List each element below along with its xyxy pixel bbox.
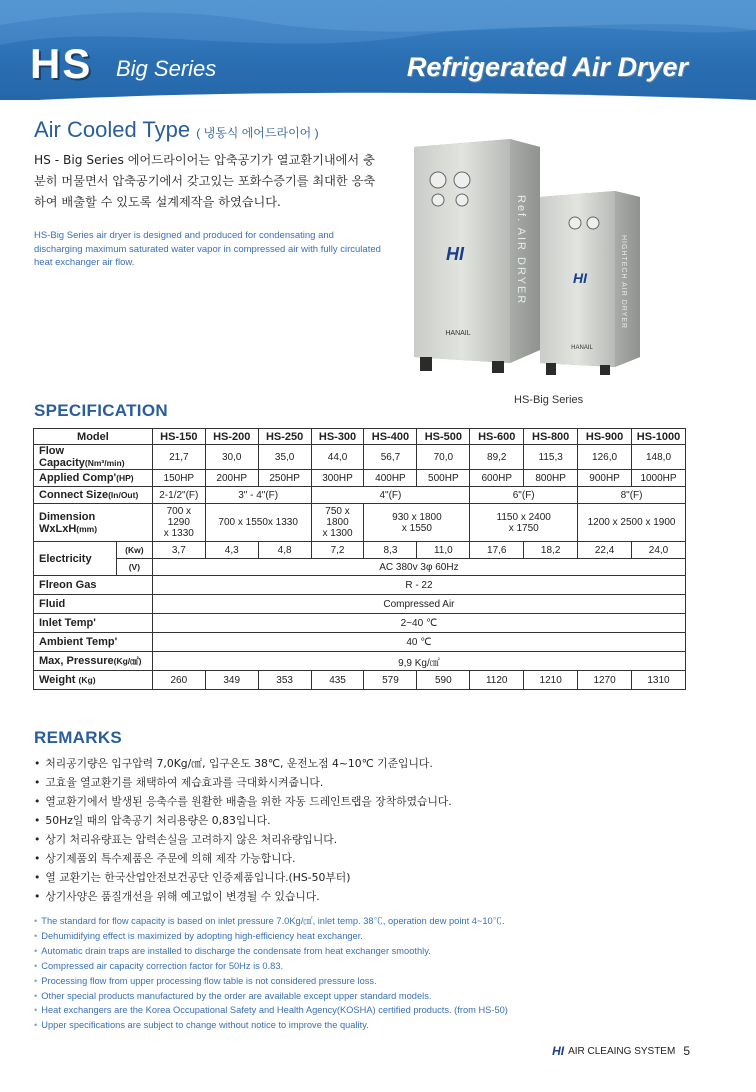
table-cell: 3,7 xyxy=(152,542,205,559)
table-cell: 40 ℃ xyxy=(152,633,685,652)
table-cell: 349 xyxy=(205,671,258,690)
remarks-title: REMARKS xyxy=(34,728,123,747)
model-header: HS-200 xyxy=(205,429,258,445)
table-cell: 1210 xyxy=(524,671,578,690)
series-code: HS xyxy=(30,40,93,87)
table-cell: 600HP xyxy=(470,470,524,487)
table-cell: 900HP xyxy=(578,470,632,487)
row-label: Max, Pressure(Kg/㎠) xyxy=(34,652,153,671)
row-label: Connect Size(In/Out) xyxy=(34,487,153,504)
table-cell: 1120 xyxy=(470,671,524,690)
row-label: Flreon Gas xyxy=(34,576,153,595)
table-row-inlet xyxy=(34,614,686,633)
list-item: • Automatic drain traps are installed to discharge the condensate from heat exchanger smoothly. xyxy=(34,944,724,959)
table-cell: 8"(F) xyxy=(578,487,686,504)
table-cell: 2~40 ℃ xyxy=(152,614,685,633)
table-cell: 1310 xyxy=(632,671,686,690)
list-item: • The standard for flow capacity is based on inlet pressure 7.0Kg/㎠, inlet temp. 38℃, operation dew point 4~10℃. xyxy=(34,914,724,929)
list-item: • Compressed air capacity correction factor for 50Hz is 0.83. xyxy=(34,959,724,974)
table-row-weight xyxy=(34,671,686,690)
intro-title-en: Air Cooled Type xyxy=(34,117,191,142)
series-name: Big Series xyxy=(116,56,217,81)
remarks-list-en xyxy=(34,914,724,1033)
intro-description-en: HS-Big Series air dryer is designed and produced for condensating and discharging maximum saturated water vapor in compressed air with fully circulated heat exchanger air flow. xyxy=(34,230,381,268)
row-label: Dimension WxLxH(mm) xyxy=(34,504,153,542)
table-cell: 126,0 xyxy=(578,445,632,470)
list-item: • Processing flow from upper processing flow table is not considered pressure loss. xyxy=(34,974,724,989)
model-header: HS-900 xyxy=(578,429,632,445)
model-header: HS-800 xyxy=(524,429,578,445)
list-item: • 열교환기에서 발생된 응축수를 원활한 배출을 위한 자동 드레인트랩을 장착하였습니다. xyxy=(34,792,714,811)
product-label-small: HIGHTECH AIR DRYER xyxy=(620,235,627,330)
banner-wave-graphic xyxy=(0,0,756,100)
row-label: Ambient Temp' xyxy=(34,633,153,652)
table-cell: 24,0 xyxy=(632,542,686,559)
row-label: Inlet Temp' xyxy=(34,614,153,633)
model-header: HS-250 xyxy=(258,429,311,445)
row-label: Applied Comp'(HP) xyxy=(34,470,153,487)
intro-title-ko: ( 냉동식 에어드라이어 ) xyxy=(196,126,319,140)
table-cell: R - 22 xyxy=(152,576,685,595)
table-cell: 700 x 1290 x 1330 xyxy=(152,504,205,542)
table-cell: 1000HP xyxy=(632,470,686,487)
intro-title xyxy=(34,117,319,143)
unit-label: (V) xyxy=(116,559,152,576)
model-header: HS-300 xyxy=(311,429,364,445)
table-cell: 1270 xyxy=(578,671,632,690)
table-cell: AC 380v 3φ 60Hz xyxy=(152,559,685,576)
table-cell: Compressed Air xyxy=(152,595,685,614)
specification-title: SPECIFICATION xyxy=(34,401,168,420)
table-cell: 353 xyxy=(258,671,311,690)
table-row-electricity-v xyxy=(34,559,686,576)
table-cell: 56,7 xyxy=(364,445,417,470)
list-item: • 상기제품외 특수제품은 주문에 의해 제작 가능합니다. xyxy=(34,849,714,868)
table-row-ambient xyxy=(34,633,686,652)
table-cell: 6"(F) xyxy=(470,487,578,504)
table-cell: 30,0 xyxy=(205,445,258,470)
table-row-fluid xyxy=(34,595,686,614)
table-cell: 18,2 xyxy=(524,542,578,559)
table-cell: 200HP xyxy=(205,470,258,487)
row-label: Flow Capacity(Nm³/min) xyxy=(34,445,153,470)
model-header: HS-600 xyxy=(470,429,524,445)
model-header: HS-500 xyxy=(417,429,470,445)
row-label: Electricity xyxy=(34,542,117,576)
product-brand-small: HANAIL xyxy=(571,345,593,351)
table-cell: 435 xyxy=(311,671,364,690)
footer-logo: HI xyxy=(552,1044,565,1058)
table-cell: 1150 x 2400 x 1750 xyxy=(470,504,578,542)
product-logo-small: HI xyxy=(573,270,587,286)
table-cell: 150HP xyxy=(152,470,205,487)
footer-text: AIR CLEAING SYSTEM xyxy=(568,1045,676,1057)
table-cell: 700 x 1550x 1330 xyxy=(205,504,311,542)
table-cell: 3" - 4"(F) xyxy=(205,487,311,504)
table-cell: 70,0 xyxy=(417,445,470,470)
row-label: Weight (Kg) xyxy=(34,671,153,690)
table-cell: 4"(F) xyxy=(311,487,470,504)
list-item: • 열 교환기는 한국산업안전보건공단 인증제품입니다.(HS-50부터) xyxy=(34,868,714,887)
list-item: • Other special products manufactured by the order are available except upper standard models. xyxy=(34,989,724,1004)
row-label: Fluid xyxy=(34,595,153,614)
table-row-comp xyxy=(34,470,686,487)
list-item: • 50Hz일 때의 압축공기 처리용량은 0,83입니다. xyxy=(34,811,714,830)
table-cell: 4,3 xyxy=(205,542,258,559)
header-model: Model xyxy=(34,429,153,445)
table-row-dimension xyxy=(34,504,686,542)
list-item: • Heat exchangers are the Korea Occupational Safety and Health Agency(KOSHA) certified products. (from HS-50) xyxy=(34,1003,724,1018)
table-cell: 2-1/2"(F) xyxy=(152,487,205,504)
table-row-electricity-kw xyxy=(34,542,686,559)
list-item: • 상기 처리유량표는 압력손실을 고려하지 않은 처리유량입니다. xyxy=(34,830,714,849)
table-cell: 4,8 xyxy=(258,542,311,559)
table-cell: 115,3 xyxy=(524,445,578,470)
table-cell: 400HP xyxy=(364,470,417,487)
banner-bottom-curve xyxy=(0,88,756,108)
table-cell: 1200 x 2500 x 1900 xyxy=(578,504,686,542)
table-cell: 9,9 Kg/㎠ xyxy=(152,652,685,671)
table-row-model xyxy=(34,429,686,445)
table-cell: 8,3 xyxy=(364,542,417,559)
list-item: • 상기사양은 품질개선을 위해 예고없이 변경될 수 있습니다. xyxy=(34,887,714,906)
table-cell: 44,0 xyxy=(311,445,364,470)
table-cell: 7,2 xyxy=(311,542,364,559)
product-logo-large: HI xyxy=(446,244,464,264)
list-item: • Upper specifications are subject to change without notice to improve the quality. xyxy=(34,1018,724,1033)
table-cell: 260 xyxy=(152,671,205,690)
header-banner xyxy=(0,0,756,100)
model-header: HS-1000 xyxy=(632,429,686,445)
table-cell: 800HP xyxy=(524,470,578,487)
footer xyxy=(552,1044,690,1058)
table-cell: 148,0 xyxy=(632,445,686,470)
list-item: • 고효율 열교환기를 채택하여 제습효과를 극대화시켜줍니다. xyxy=(34,773,714,792)
product-caption: HS-Big Series xyxy=(514,394,584,406)
model-header: HS-400 xyxy=(364,429,417,445)
table-row-connect xyxy=(34,487,686,504)
table-cell: 750 x 1800 x 1300 xyxy=(311,504,364,542)
table-row-flow xyxy=(34,445,686,470)
table-cell: 35,0 xyxy=(258,445,311,470)
table-cell: 89,2 xyxy=(470,445,524,470)
list-item: • Dehumidifying effect is maximized by adopting high-efficiency heat exchanger. xyxy=(34,929,724,944)
table-cell: 17,6 xyxy=(470,542,524,559)
page-number: 5 xyxy=(683,1044,690,1058)
unit-label: (Kw) xyxy=(116,542,152,559)
product-label-large: Ref. AIR DRYER xyxy=(515,195,527,306)
specification-table xyxy=(33,428,686,690)
table-cell: 11,0 xyxy=(417,542,470,559)
table-row-gas xyxy=(34,576,686,595)
table-cell: 500HP xyxy=(417,470,470,487)
intro-description-ko: HS - Big Series 에어드라이어는 압축공기가 열교환기내에서 충분히 머물면서 압축공기에서 갖고있는 포화수증기를 최대한 응축하여 배출할 수 있도록 설계제작을 하였습니다. xyxy=(34,153,376,209)
table-cell: 300HP xyxy=(311,470,364,487)
product-image xyxy=(400,135,700,390)
model-header: HS-150 xyxy=(152,429,205,445)
table-cell: 579 xyxy=(364,671,417,690)
table-cell: 250HP xyxy=(258,470,311,487)
table-cell: 21,7 xyxy=(152,445,205,470)
product-brand-large: HANAIL xyxy=(445,330,471,337)
table-row-pressure xyxy=(34,652,686,671)
table-cell: 930 x 1800 x 1550 xyxy=(364,504,470,542)
remarks-list-ko xyxy=(34,754,714,906)
table-cell: 590 xyxy=(417,671,470,690)
table-cell: 22,4 xyxy=(578,542,632,559)
product-title: Refrigerated Air Dryer xyxy=(406,52,688,82)
list-item: • 처리공기량은 입구압력 7,0Kg/㎠, 입구온도 38℃, 운전노점 4~10℃ 기준입니다. xyxy=(34,754,714,773)
